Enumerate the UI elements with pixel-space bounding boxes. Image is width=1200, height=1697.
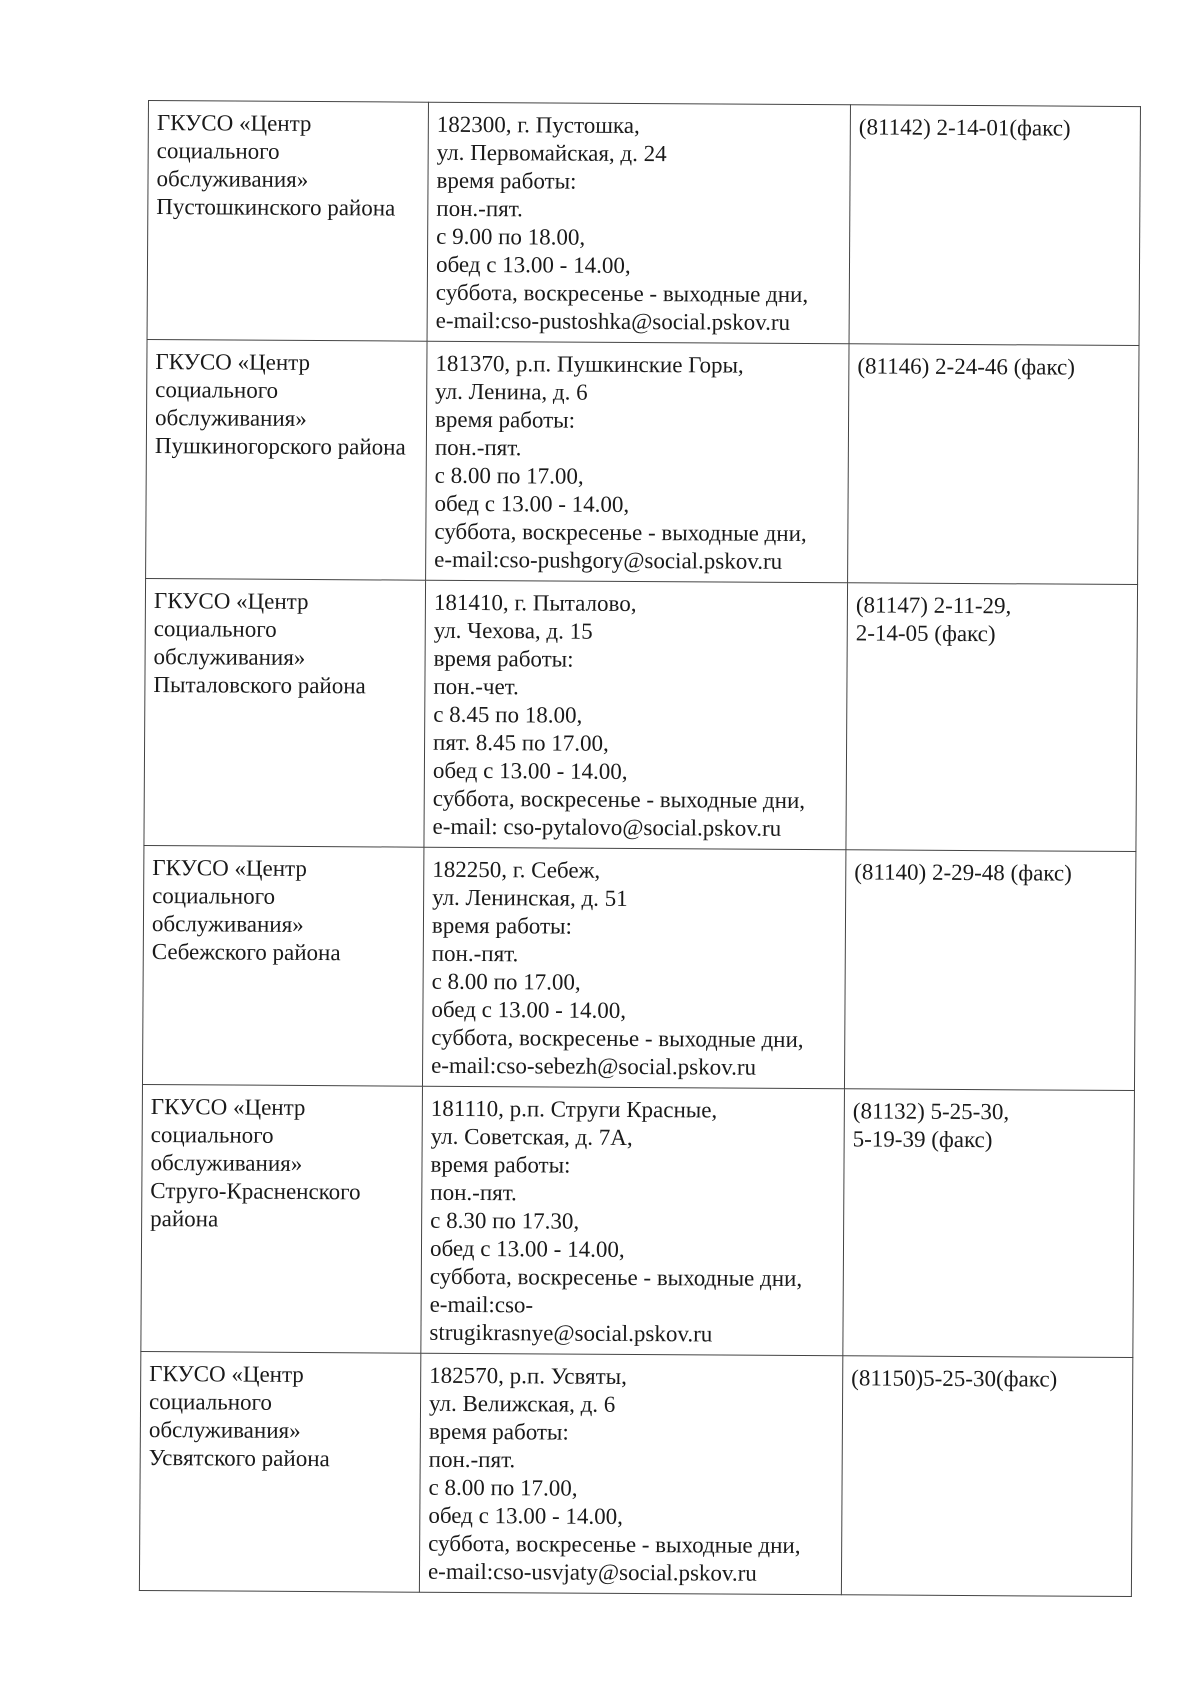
table-row xyxy=(146,339,1139,584)
email-line: e-mail:cso-sebezh@social.pskov.ru xyxy=(431,1052,757,1080)
organization-cell xyxy=(147,101,428,342)
phone-cell xyxy=(843,1089,1135,1358)
organization-line: ГКУСО «Центр xyxy=(156,110,312,136)
address-line: время работы: xyxy=(428,1418,569,1445)
address-cell xyxy=(426,341,849,583)
address-line: обед с 13.00 - 14.00, xyxy=(435,251,631,278)
address-line: ул. Велижская, д. 6 xyxy=(428,1390,616,1417)
contacts-table-body xyxy=(139,101,1140,1597)
table-row xyxy=(142,845,1135,1090)
address-line: ул. Ленина, д. 6 xyxy=(435,378,588,405)
organization-cell xyxy=(146,339,427,580)
organization-cell xyxy=(144,578,426,847)
address-line: суббота, воскресенье - выходные дни, xyxy=(435,279,809,308)
address-line: время работы: xyxy=(434,406,576,433)
phone-line: 5-19-39 (факс) xyxy=(852,1126,993,1153)
table-row xyxy=(141,1084,1135,1357)
address-line: обед с 13.00 - 14.00, xyxy=(432,757,628,784)
organization-line: социального xyxy=(150,1122,274,1148)
address-line: пон.-пят. xyxy=(434,434,522,461)
address-line: ул. Первомайская, д. 24 xyxy=(436,139,667,167)
table-row xyxy=(144,578,1138,851)
address-line: суббота, воскресенье - выходные дни, xyxy=(434,518,807,547)
address-cell xyxy=(424,580,848,850)
address-line: с 8.45 по 18.00, xyxy=(433,701,583,728)
address-line: пят. 8.45 по 17.00, xyxy=(433,729,609,756)
address-line: 181370, р.п. Пушкинские Горы, xyxy=(435,350,744,378)
phone-line: (81132) 5-25-30, xyxy=(852,1098,1010,1125)
organization-line: обслуживания» xyxy=(148,1417,301,1443)
organization-line: обслуживания» xyxy=(150,1150,303,1176)
address-line: суббота, воскресенье - выходные дни, xyxy=(432,785,806,814)
organization-cell xyxy=(141,1084,423,1353)
organization-line: ГКУСО «Центр xyxy=(152,855,308,881)
address-line: 182300, г. Пустошка, xyxy=(436,111,640,139)
organization-line: Пушкиногорского района xyxy=(154,433,406,460)
phone-cell xyxy=(848,344,1139,585)
address-line: суббота, воскресенье - выходные дни, xyxy=(428,1530,801,1559)
phone-line: (81147) 2-11-29, xyxy=(855,592,1012,619)
address-line: обед с 13.00 - 14.00, xyxy=(434,490,630,517)
email-line: e-mail:cso-pustoshka@social.pskov.ru xyxy=(435,307,791,335)
organization-line: обслуживания» xyxy=(153,644,306,670)
address-line: время работы: xyxy=(430,1151,571,1178)
organization-line: Струго-Красненского xyxy=(150,1178,361,1205)
address-line: ул. Ленинская, д. 51 xyxy=(432,884,628,911)
address-cell xyxy=(421,1086,845,1356)
organization-line: Усвятского района xyxy=(148,1445,330,1472)
organization-line: Пыталовского района xyxy=(153,672,366,699)
organization-line: социального xyxy=(148,1389,272,1415)
phone-cell xyxy=(846,583,1138,852)
address-line: пон.-пят. xyxy=(428,1446,516,1473)
address-line: 181110, р.п. Струги Красные, xyxy=(430,1095,718,1123)
phone-line: (81142) 2-14-01(факс) xyxy=(858,114,1071,141)
phone-line: (81146) 2-24-46 (факс) xyxy=(857,353,1075,380)
email-line: strugikrasnye@social.pskov.ru xyxy=(429,1319,713,1347)
address-line: с 8.00 по 17.00, xyxy=(431,968,581,995)
organization-line: Себежского района xyxy=(151,939,341,966)
phone-line: (81150)5-25-30(факс) xyxy=(851,1365,1058,1392)
email-line: e-mail: cso-pytalovo@social.pskov.ru xyxy=(432,813,782,841)
organization-line: обслуживания» xyxy=(154,405,307,431)
phone-cell xyxy=(844,850,1135,1091)
phone-line: (81140) 2-29-48 (факс) xyxy=(854,859,1072,886)
address-line: пон.-пят. xyxy=(430,1179,517,1206)
organization-line: социального xyxy=(153,616,277,642)
email-line: e-mail:cso-pushgory@social.pskov.ru xyxy=(434,546,783,574)
address-line: с 9.00 по 18.00, xyxy=(436,223,586,250)
organization-line: социального xyxy=(156,138,280,164)
organization-line: социального xyxy=(152,883,276,909)
address-line: с 8.00 по 17.00, xyxy=(428,1474,578,1501)
address-line: 182250, г. Себеж, xyxy=(432,856,601,883)
email-line: e-mail:cso- xyxy=(429,1291,534,1318)
address-line: время работы: xyxy=(431,912,573,939)
address-line: 182570, р.п. Усвяты, xyxy=(429,1362,627,1389)
phone-cell xyxy=(841,1356,1132,1597)
organization-line: ГКУСО «Центр xyxy=(155,349,311,375)
organization-line: ГКУСО «Центр xyxy=(153,588,309,614)
address-cell xyxy=(427,102,850,344)
address-cell xyxy=(422,847,845,1089)
address-line: суббота, воскресенье - выходные дни, xyxy=(429,1263,803,1292)
address-line: обед с 13.00 - 14.00, xyxy=(429,1235,625,1262)
address-line: суббота, воскресенье - выходные дни, xyxy=(431,1024,804,1053)
address-line: с 8.00 по 17.00, xyxy=(434,462,584,489)
address-line: с 8.30 по 17.30, xyxy=(430,1207,580,1234)
organization-line: обслуживания» xyxy=(156,166,309,192)
address-line: пон.-пят. xyxy=(436,195,523,222)
address-line: время работы: xyxy=(436,167,577,194)
address-cell xyxy=(419,1353,842,1595)
organization-line: района xyxy=(150,1206,219,1232)
address-line: обед с 13.00 - 14.00, xyxy=(428,1502,624,1529)
phone-cell xyxy=(849,105,1140,346)
address-line: ул. Советская, д. 7А, xyxy=(430,1123,633,1150)
table-row xyxy=(147,101,1140,346)
organization-line: обслуживания» xyxy=(151,911,304,937)
address-line: обед с 13.00 - 14.00, xyxy=(431,996,627,1023)
email-line: e-mail:cso-usvjaty@social.pskov.ru xyxy=(427,1558,757,1586)
organization-line: социального xyxy=(155,377,279,403)
table-row xyxy=(139,1351,1132,1596)
organization-line: Пустошкинского района xyxy=(156,194,396,221)
contacts-table xyxy=(139,100,1141,1597)
address-line: пон.-пят. xyxy=(431,940,519,967)
phone-line: 2-14-05 (факс) xyxy=(855,620,996,647)
organization-line: ГКУСО «Центр xyxy=(150,1094,306,1120)
organization-cell xyxy=(142,845,423,1086)
address-line: 181410, г. Пыталово, xyxy=(433,589,637,616)
address-line: пон.-чет. xyxy=(433,673,519,700)
address-line: ул. Чехова, д. 15 xyxy=(433,617,593,644)
organization-line: ГКУСО «Центр xyxy=(149,1361,304,1387)
address-line: время работы: xyxy=(433,645,574,672)
organization-cell xyxy=(139,1351,420,1592)
